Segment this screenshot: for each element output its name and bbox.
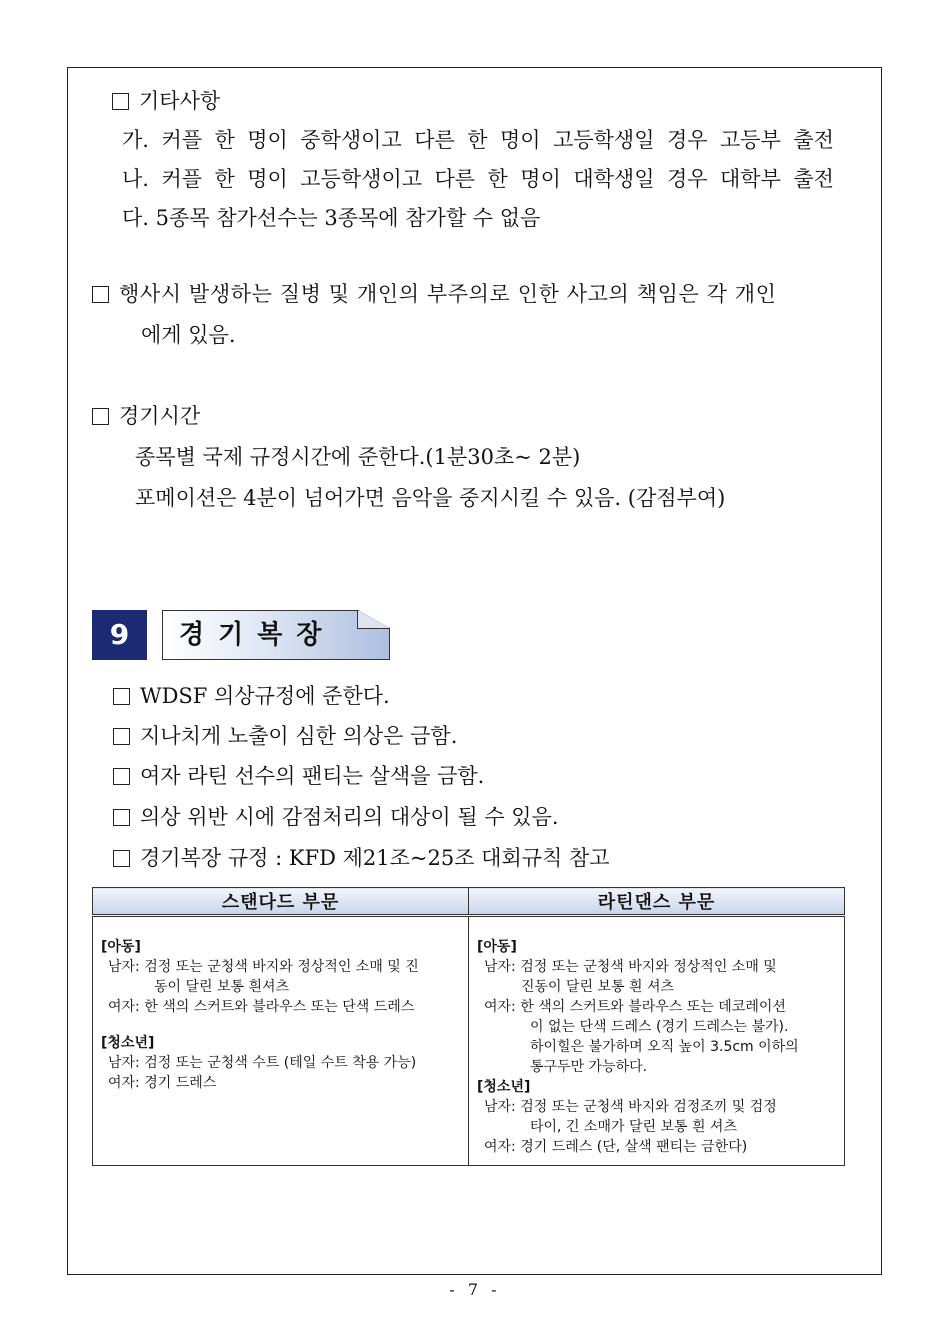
- latin-cell: [469, 916, 845, 1166]
- checkbox-icon: [113, 809, 130, 826]
- dress-rule-4: 의상 위반 시에 감점처리의 대상이 될 수 있음.: [113, 803, 559, 831]
- checkbox-icon: [113, 688, 130, 705]
- dress-code-table: [92, 887, 845, 1166]
- latin-youth-female: 여자: 경기 드레스 (단, 살색 팬티는 금한다): [484, 1139, 748, 1155]
- dress-rule-2: 지나치게 노출이 심한 의상은 금함.: [113, 722, 457, 750]
- standard-kids-male-cont: 동이 달린 보통 흰셔츠: [154, 979, 290, 995]
- latin-kids-label: [아동]: [477, 939, 517, 955]
- standard-youth-female: 여자: 경기 드레스: [108, 1075, 217, 1091]
- latin-kids-female: 여자: 한 색의 스커트와 블라우스 또는 데코레이션: [484, 999, 786, 1015]
- standard-kids-male: 남자: 검정 또는 군청색 바지와 정상적인 소매 및 진: [108, 959, 419, 975]
- latin-kids-female-cont-2: 하이힐은 불가하며 오직 높이 3.5cm 이하의: [530, 1039, 799, 1055]
- header-standard: 스탠다드 부문: [93, 888, 469, 916]
- section-title-text: 경기복장: [179, 620, 336, 650]
- checkbox-icon: [113, 850, 130, 867]
- latin-youth-male-cont: 타이, 긴 소매가 달린 보통 흰 셔츠: [530, 1119, 737, 1135]
- section-number-badge: 9: [92, 610, 147, 660]
- latin-kids-male: 남자: 검정 또는 군청색 바지와 정상적인 소매 및: [484, 959, 777, 975]
- checkbox-icon: [113, 728, 130, 745]
- dress-rule-5: 경기복장 규정 : KFD 제21조~25조 대회규칙 참고: [113, 844, 610, 872]
- page-number: - 7 -: [449, 1280, 501, 1299]
- etc-item-2: 나. 커플 한 명이 고등학생이고 다른 한 명이 대학생일 경우 대학부 출전: [122, 167, 834, 191]
- etc-item-1: 가. 커플 한 명이 중학생이고 다른 한 명이 고등학생일 경우 고등부 출전: [122, 128, 834, 152]
- standard-youth-male: 남자: 검정 또는 군청색 수트 (테일 수트 착용 가능): [108, 1055, 417, 1071]
- table-row: [93, 916, 845, 1166]
- checkbox-icon: [112, 93, 129, 110]
- dress-rule-3: 여자 라틴 선수의 팬티는 살색을 금함.: [113, 762, 484, 790]
- latin-kids-female-cont-3: 통구두만 가능하다.: [530, 1059, 648, 1075]
- etc-item-3: 다. 5종목 참가선수는 3종목에 참가할 수 없음: [122, 206, 541, 230]
- latin-kids-female-cont-1: 이 없는 단색 드레스 (경기 드레스는 불가).: [530, 1019, 789, 1035]
- latin-kids-male-cont: 진동이 달린 보통 흰 셔츠: [521, 979, 675, 995]
- standard-kids-label: [아동]: [101, 939, 141, 955]
- latin-youth-male: 남자: 검정 또는 군청색 바지와 검정조끼 및 검정: [484, 1099, 777, 1115]
- checkbox-icon: [92, 286, 109, 303]
- checkbox-icon: [113, 768, 130, 785]
- section-title: [162, 610, 390, 660]
- match-time-line-1: 종목별 국제 규정시간에 준한다.(1분30초~ 2분): [135, 445, 581, 469]
- checkbox-icon: [92, 408, 109, 425]
- standard-youth-label: [청소년]: [101, 1035, 155, 1051]
- folded-corner-shade: [357, 611, 389, 629]
- standard-cell: [93, 916, 469, 1166]
- latin-youth-label: [청소년]: [477, 1079, 531, 1095]
- dress-rule-1: WDSF 의상규정에 준한다.: [113, 682, 390, 710]
- liability-line-1: 행사시 발생하는 질병 및 개인의 부주의로 인한 사고의 책임은 각 개인: [92, 280, 858, 308]
- etc-heading: 기타사항: [112, 87, 220, 115]
- match-time-line-2: 포메이션은 4분이 넘어가면 음악을 중지시킬 수 있음. (감점부여): [135, 486, 726, 510]
- header-latin: 라틴댄스 부문: [469, 888, 845, 916]
- liability-line-2: 에게 있음.: [141, 323, 236, 347]
- match-time-heading: 경기시간: [92, 402, 200, 430]
- standard-kids-female: 여자: 한 색의 스커트와 블라우스 또는 단색 드레스: [108, 999, 415, 1015]
- table-header-row: [93, 888, 845, 916]
